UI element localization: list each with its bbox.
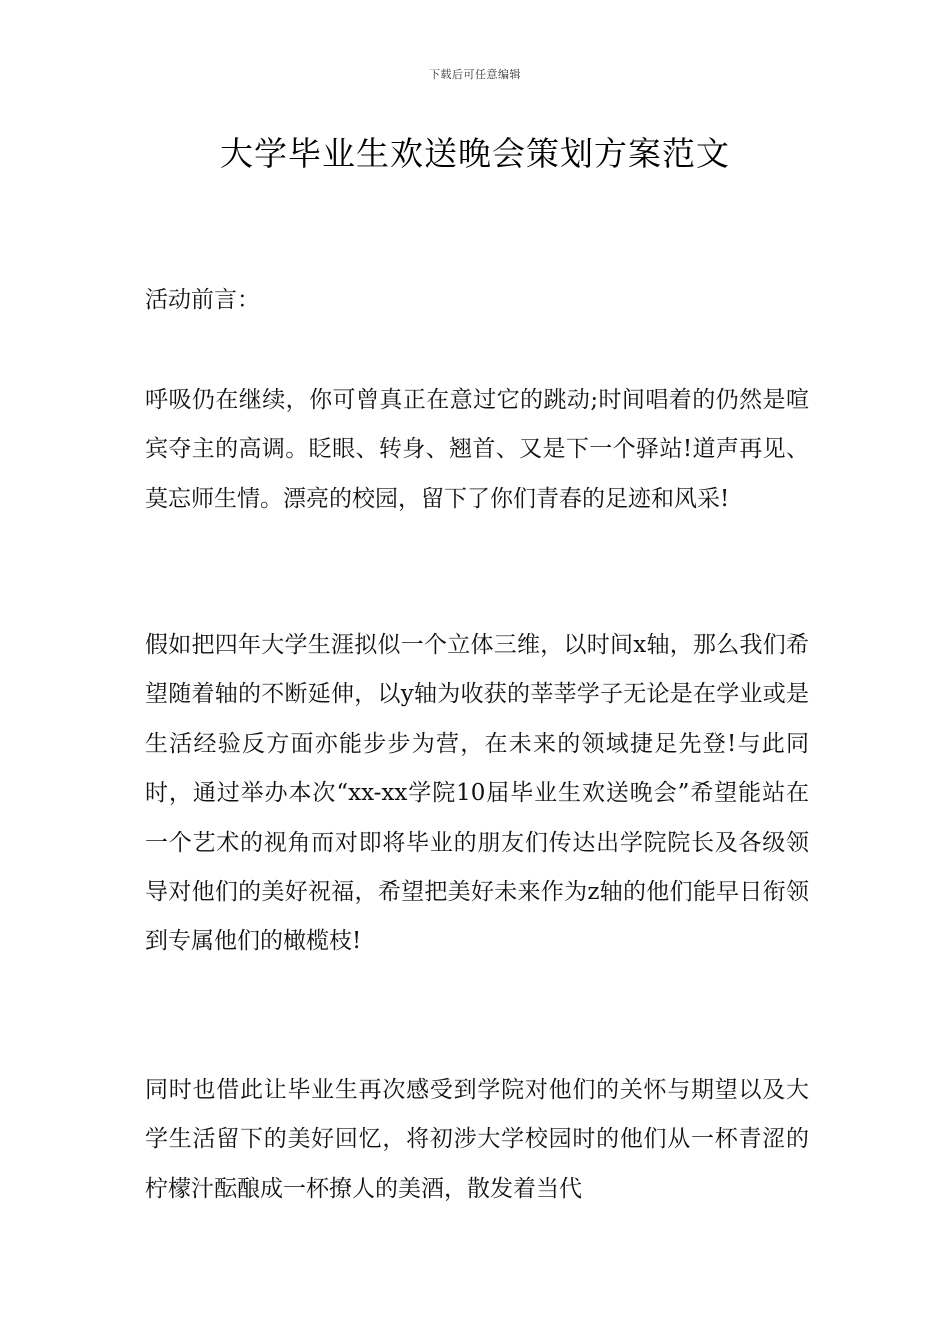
paragraph-3: 同时也借此让毕业生再次感受到学院对他们的关怀与期望以及大学生活留下的美好回忆，将初涉大学校园时的他们从一杯青涩的柠檬汁酝酿成一杯撩人的美酒，散发着当代 — [145, 1077, 809, 1202]
section-label: 活动前言： — [145, 287, 260, 313]
document-title: 大学毕业生欢送晚会策划方案范文 — [220, 134, 730, 173]
paragraph-1: 呼吸仍在继续，你可曾真正在意过它的跳动;时间唱着的仍然是喧宾夺主的高调。眨眼、转身、翘首、又是下一个驿站!道声再见、莫忘师生情。漂亮的校园，留下了你们青春的足迹和风采! — [145, 387, 809, 512]
paragraph-2: 假如把四年大学生涯拟似一个立体三维，以时间x轴，那么我们希望随着轴的不断延伸，以y轴为收获的莘莘学子无论是在学业或是生活经验反方面亦能步步为营，在未来的领域捷足先登!与此同时，通过举办本次“xx-xx学院10届毕业生欢送晚会”希望能站在一个艺术的视角而对即将毕业的朋友们传达出学院院长及各级领导对他们的美好祝福，希望把美好未来作为z轴的他们能早日衔领到专属他们的橄榄枝! — [145, 632, 809, 955]
header-note: 下载后可任意编辑 — [429, 68, 521, 81]
